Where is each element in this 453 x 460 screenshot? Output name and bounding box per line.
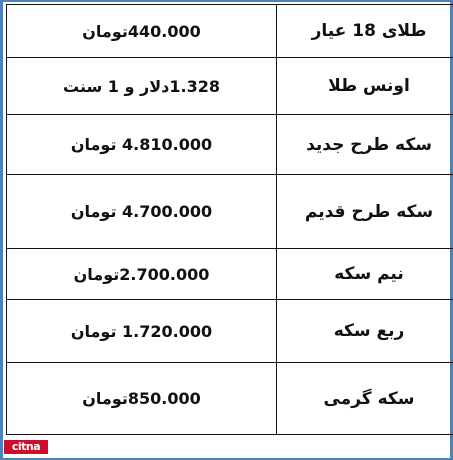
row-value: 2.700.000تومان [7,249,277,300]
table-row [7,5,453,58]
table-row [7,300,453,363]
row-value: 440.000تومان [7,5,277,58]
row-value: 4.700.000 تومان [7,175,277,249]
row-value: 1.328دلار و 1 سنت [7,58,277,115]
table-row [7,175,453,249]
row-label: سکه طرح قدیم [277,175,453,249]
row-label: طلای 18 عیار [277,5,453,58]
row-value: 4.810.000 تومان [7,115,277,175]
row-label: سکه طرح جدید [277,115,453,175]
table-row [7,249,453,300]
row-label: ربع سکه [277,300,453,363]
table-row [7,58,453,115]
row-value: 1.720.000 تومان [7,300,277,363]
table-row [7,115,453,175]
table-row [7,363,453,435]
price-table [6,4,453,435]
row-value: 850.000تومان [7,363,277,435]
row-label: سکه گرمی [277,363,453,435]
row-label: اونس طلا [277,58,453,115]
citna-logo: citna [4,440,48,454]
row-label: نیم سکه [277,249,453,300]
